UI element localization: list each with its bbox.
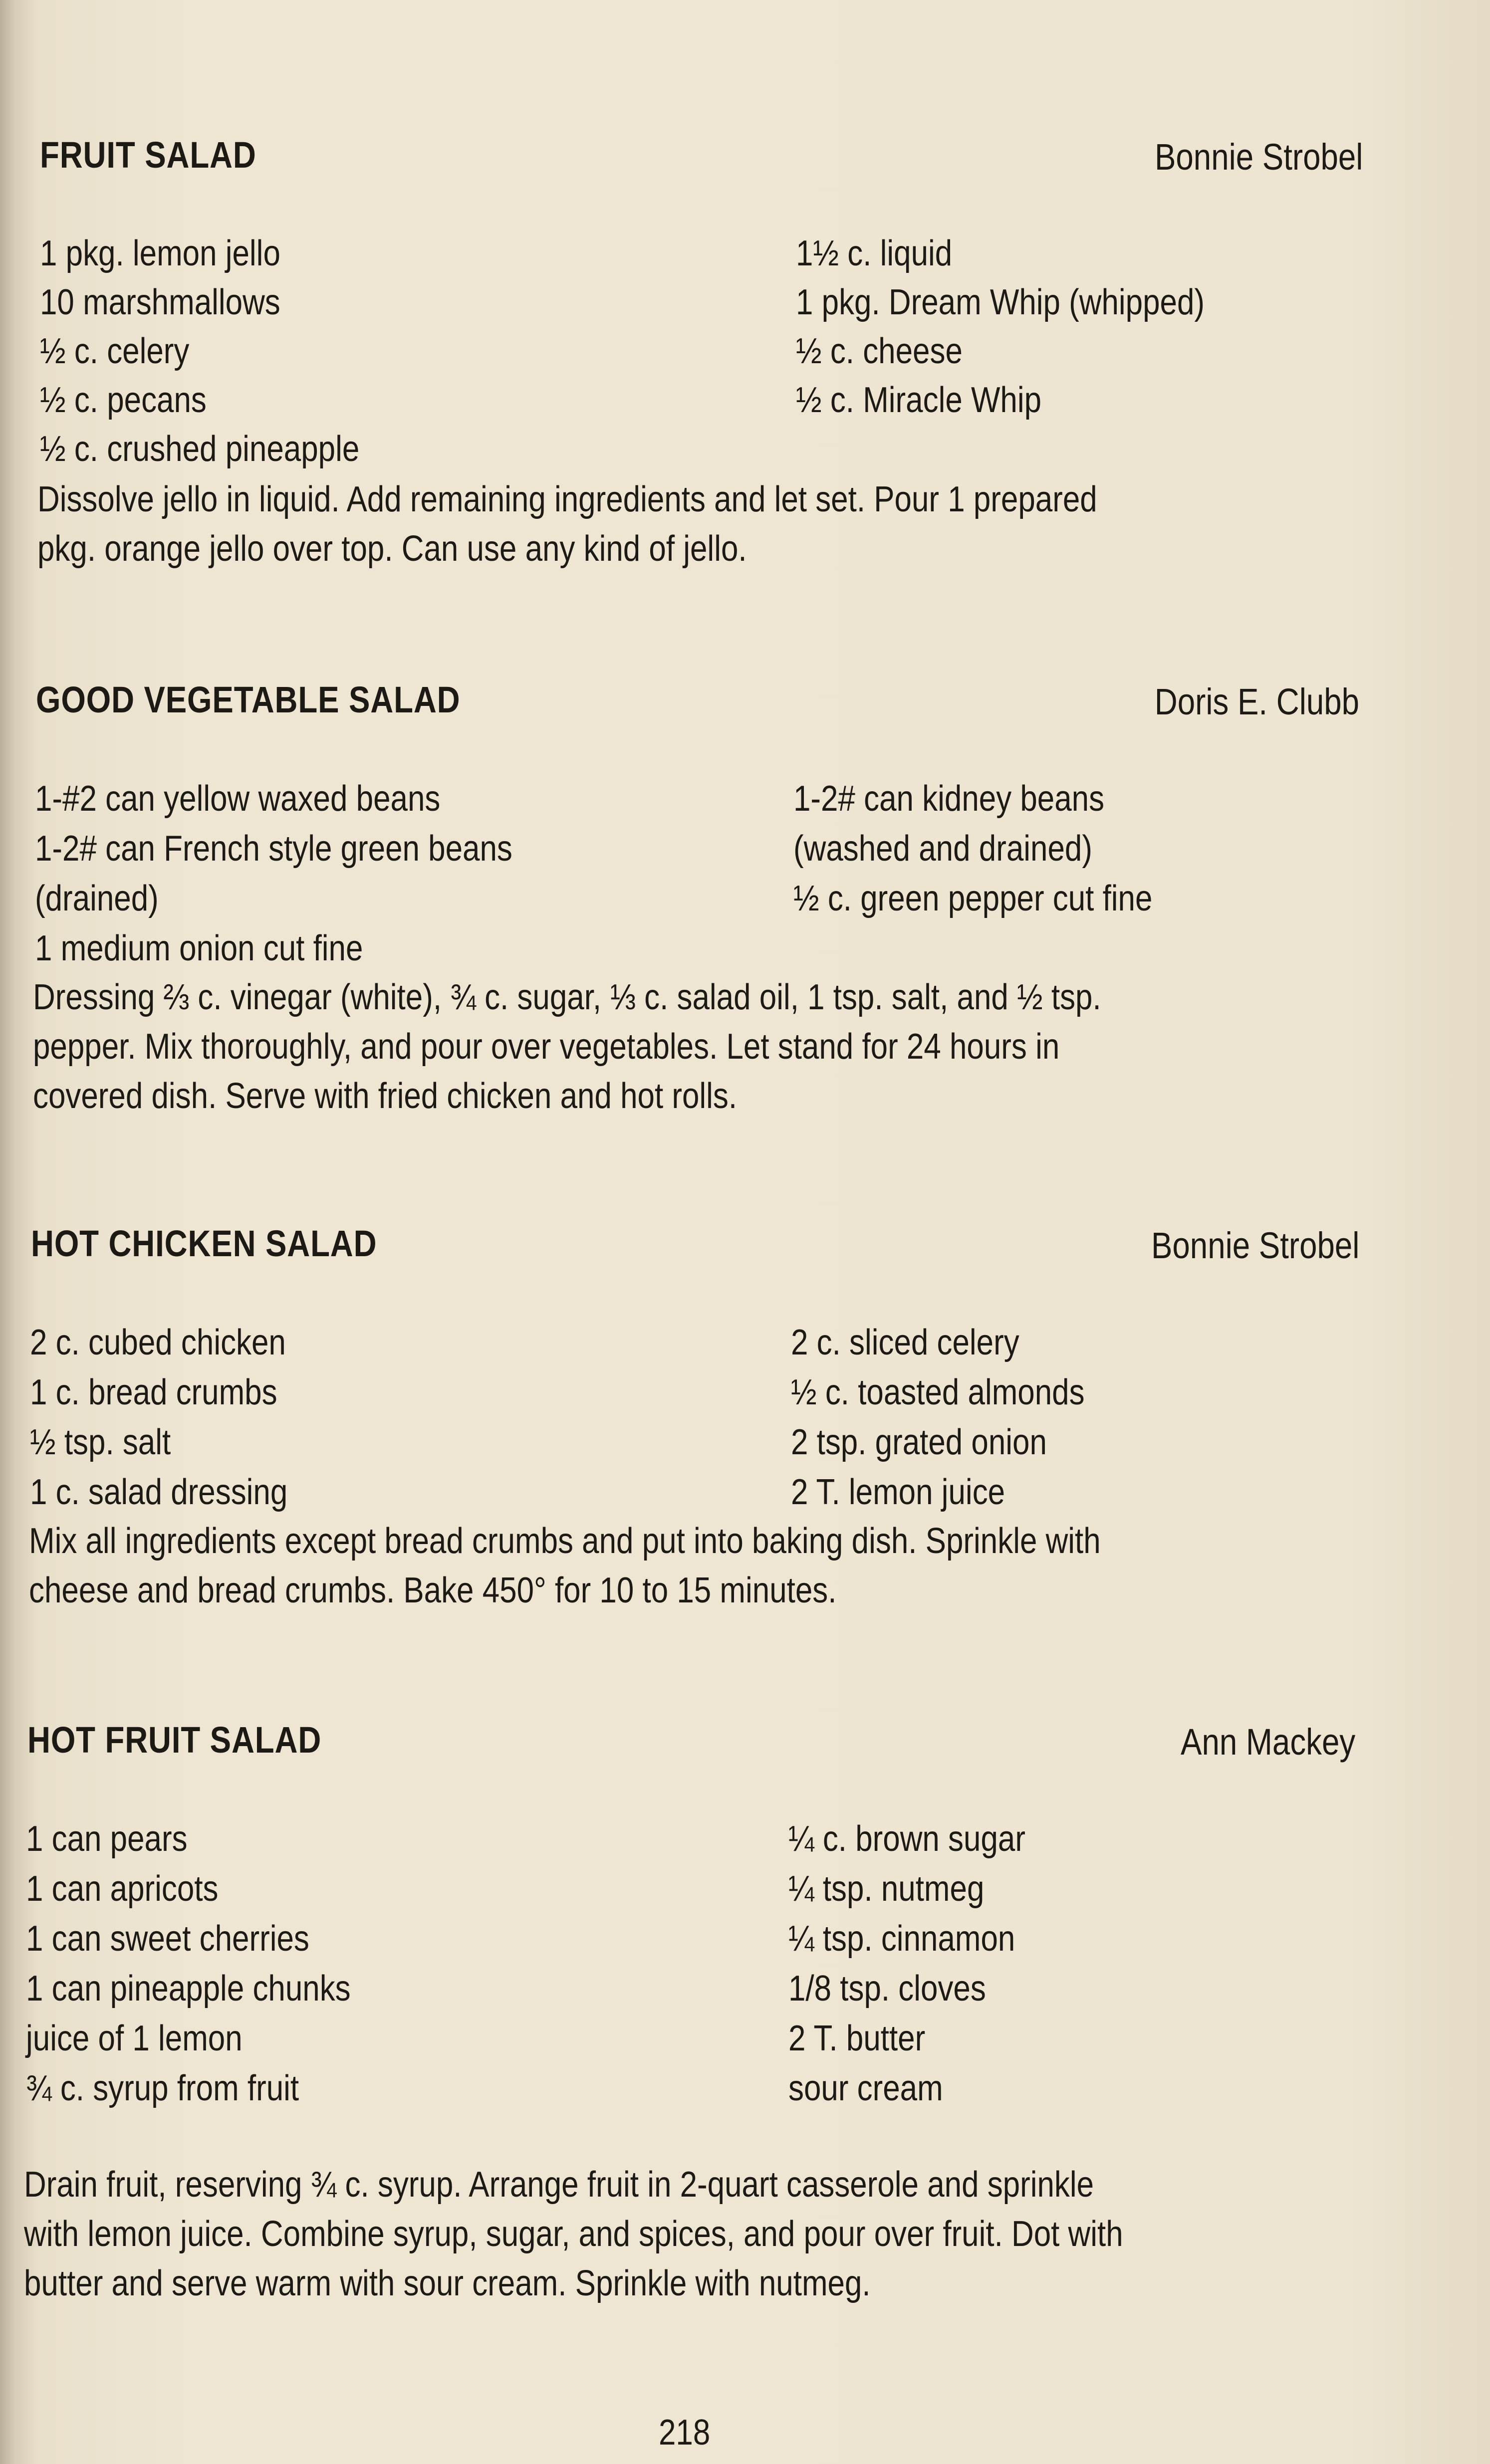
directions-line: cheese and bread crumbs. Bake 450° for 10 to 15 minutes.: [29, 1570, 837, 1610]
ingredient: 10 marshmallows: [40, 282, 280, 322]
ingredient: ¼ tsp. cinnamon: [788, 1919, 1015, 1959]
recipe-directions: [33, 973, 1101, 1121]
directions-line: pkg. orange jello over top. Can use any kind of jello.: [37, 529, 747, 569]
ingredient: 2 c. sliced celery: [791, 1323, 1019, 1362]
directions-line: Drain fruit, reserving ¾ c. syrup. Arrange fruit in 2-quart casserole and sprinkle: [24, 2165, 1094, 2205]
recipe-title: FRUIT SALAD: [40, 134, 256, 176]
ingredient: 1/8 tsp. cloves: [788, 1969, 986, 2009]
recipe-directions: [37, 475, 1097, 574]
ingredient: ½ c. pecans: [40, 380, 207, 420]
page-number: 218: [659, 2413, 711, 2453]
ingredient: juice of 1 lemon: [26, 2018, 243, 2058]
recipe-directions: [24, 2160, 1123, 2308]
ingredient: ¼ c. brown sugar: [788, 1819, 1025, 1859]
directions-line: with lemon juice. Combine syrup, sugar, and spices, and pour over fruit. Dot with: [24, 2214, 1123, 2254]
ingredient: (drained): [35, 879, 159, 918]
ingredient: 1 can pears: [26, 1819, 188, 1859]
ingredient: ½ tsp. salt: [30, 1422, 171, 1462]
ingredient: 1 pkg. Dream Whip (whipped): [796, 282, 1205, 322]
recipe-directions: [29, 1517, 1101, 1615]
ingredient: ½ c. Miracle Whip: [796, 380, 1042, 420]
ingredient: ½ c. cheese: [796, 331, 963, 371]
recipe-author: Ann Mackey: [1180, 1721, 1355, 1763]
ingredient: ¼ tsp. nutmeg: [788, 1869, 985, 1909]
ingredient: ½ c. celery: [40, 331, 190, 371]
ingredient: 1½ c. liquid: [796, 233, 953, 273]
ingredient: ½ c. green pepper cut fine: [793, 879, 1153, 918]
ingredient: 2 T. lemon juice: [791, 1472, 1005, 1512]
directions-line: pepper. Mix thoroughly, and pour over vegetables. Let stand for 24 hours in: [33, 1027, 1060, 1067]
recipe-title: HOT FRUIT SALAD: [27, 1719, 322, 1761]
ingredient: 2 tsp. grated onion: [791, 1422, 1047, 1462]
ingredient: ½ c. crushed pineapple: [40, 429, 360, 469]
ingredient: 1 c. bread crumbs: [30, 1372, 277, 1412]
ingredient: ½ c. toasted almonds: [791, 1372, 1085, 1412]
ingredient: sour cream: [788, 2068, 943, 2108]
ingredient: 1 medium onion cut fine: [35, 928, 363, 968]
directions-line: butter and serve warm with sour cream. Sprinkle with nutmeg.: [24, 2263, 871, 2303]
ingredient: 1-2# can kidney beans: [793, 779, 1105, 819]
ingredient: 1-2# can French style green beans: [35, 829, 512, 869]
ingredient: 1-#2 can yellow waxed beans: [35, 779, 441, 819]
recipe-author: Bonnie Strobel: [1151, 1225, 1359, 1266]
directions-line: Dressing ⅔ c. vinegar (white), ¾ c. sugar, ⅓ c. salad oil, 1 tsp. salt, and ½ tsp.: [33, 977, 1101, 1017]
ingredient: ¾ c. syrup from fruit: [26, 2068, 299, 2108]
ingredient: 1 can sweet cherries: [26, 1919, 309, 1959]
recipe-author: Doris E. Clubb: [1154, 681, 1359, 722]
ingredient: (washed and drained): [793, 829, 1092, 869]
recipe-author: Bonnie Strobel: [1154, 136, 1363, 178]
recipe-title: GOOD VEGETABLE SALAD: [36, 679, 461, 720]
ingredient: 1 can pineapple chunks: [26, 1969, 351, 2009]
ingredient: 2 T. butter: [788, 2018, 926, 2058]
directions-line: Dissolve jello in liquid. Add remaining ingredients and let set. Pour 1 prepared: [37, 479, 1097, 519]
ingredient: 2 c. cubed chicken: [30, 1323, 286, 1362]
directions-line: Mix all ingredients except bread crumbs and put into baking dish. Sprinkle with: [29, 1521, 1101, 1561]
recipe-title: HOT CHICKEN SALAD: [31, 1223, 377, 1264]
ingredient: 1 c. salad dressing: [30, 1472, 288, 1512]
ingredient: 1 can apricots: [26, 1869, 219, 1909]
ingredient: 1 pkg. lemon jello: [40, 233, 280, 273]
directions-line: covered dish. Serve with fried chicken and hot rolls.: [33, 1076, 738, 1116]
